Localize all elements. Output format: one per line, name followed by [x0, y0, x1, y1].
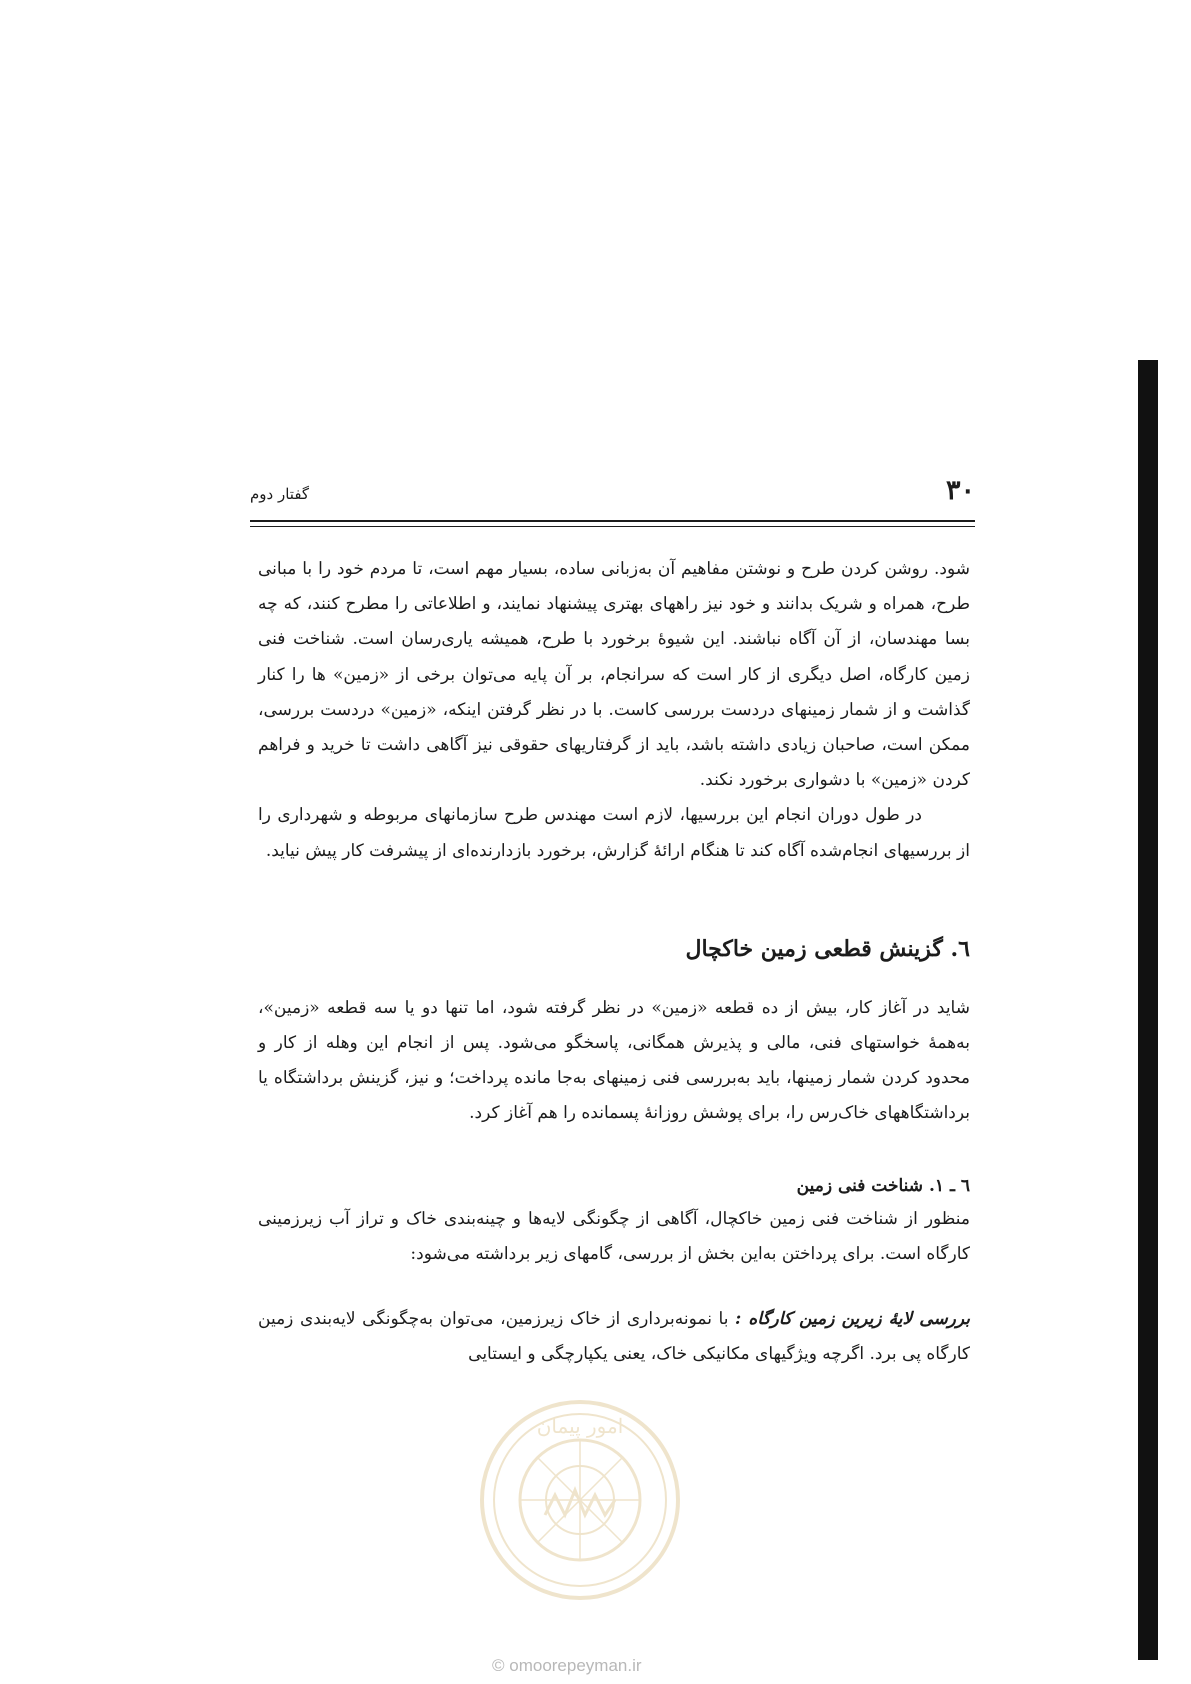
paragraph-text: با نمونه‌برداری از خاک زیرزمین، می‌توان به‌چگونگی لایه‌بندی زمین کارگاه پی برد. اگرچه ویژگیهای مکانیکی خاک، یعنی یکپارچگی و ایستایی: [258, 1309, 970, 1365]
scan-edge-bar: [1138, 360, 1158, 1660]
paragraph: [258, 1302, 970, 1372]
paragraph: منظور از شناخت فنی زمین خاکچال، آگاهی از چگونگی لایه‌ها و چینه‌بندی خاک و تراز آب زیرزمینی کارگاه است. برای پرداختن به‌این بخش از بررسی، گامهای زیر برداشته می‌شود:: [258, 1208, 970, 1264]
watermark-url-text: omoorepeyman.ir: [509, 1656, 642, 1675]
subsection-heading: ٦ ـ ١. شناخت فنی زمین: [796, 1175, 970, 1196]
watermark-seal-text: امور پیمان: [536, 1414, 624, 1438]
section-heading: ٦. گزینش قطعی زمین خاکچال: [685, 935, 970, 962]
watermark-url: © omoorepeyman.ir: [492, 1656, 642, 1675]
page-body: [258, 552, 970, 1372]
paragraph: شاید در آغاز کار، بیش از ده قطعه «زمین» در نظر گرفته شود، اما تنها دو یا سه قطعه «زمین»، به‌همهٔ خواستهای فنی، مالی و پذیرش همگانی، پاسخگو می‌شود. پس از انجام این وهله از کار و محدود کردن شمار زمینها، باید به‌بررسی فنی زمینهای به‌جا مانده پرداخت؛ و نیز، گزینش برداشتگاه یا برداشتگاههای خاک‌رس را، برای پوشش روزانهٔ پسمانده را هم آغاز کرد.: [258, 997, 970, 1124]
running-header: [250, 475, 975, 515]
paragraph: شود. روشن کردن طرح و نوشتن مفاهیم آن به‌زبانی ساده، بسیار مهم است، تا مردم خود را با مبانی طرح، همراه و شریک بدانند و خود نیز راههای بهتری پیشنهاد نمایند، و اطلاعاتی را مطرح کنند، که چه بسا مهندسان، از آن آگاه نباشند. این شیوهٔ برخورد با طرح، همیشه یاری‌رسان است. شناخت فنی زمین کارگاه، اصل دیگری از کار است که سرانجام، بر آن پایه می‌توان برخی از «زمین» ها را کنار گذاشت و از شمار زمینهای دردست بررسی کاست. با در نظر گرفتن اینکه، «زمین» دردست بررسی، ممکن است، صاحبان زیادی داشته باشد، باید از گرفتاریهای حقوقی نیز آگاهی داشت تا خرید و فراهم کردن «زمین» با دشواری برخورد نکند.: [258, 559, 970, 791]
chapter-title: گفتار دوم: [250, 485, 310, 503]
header-rule-thin: [250, 526, 975, 527]
page-number: ۳۰: [945, 475, 975, 506]
watermark-seal-logo: [475, 1395, 685, 1605]
run-in-heading: بررسی لایهٔ زیرین زمین کارگاه :: [735, 1309, 971, 1330]
paragraph: در طول دوران انجام این بررسیها، لازم است مهندس طرح سازمانهای مربوطه و شهرداری را از بررسیهای انجام‌شده آگاه کند تا هنگام ارائهٔ گزارش، برخورد بازدارنده‌ای از پیشرفت کار پیش نیاید.: [258, 805, 970, 861]
header-rule-thick: [250, 520, 975, 522]
